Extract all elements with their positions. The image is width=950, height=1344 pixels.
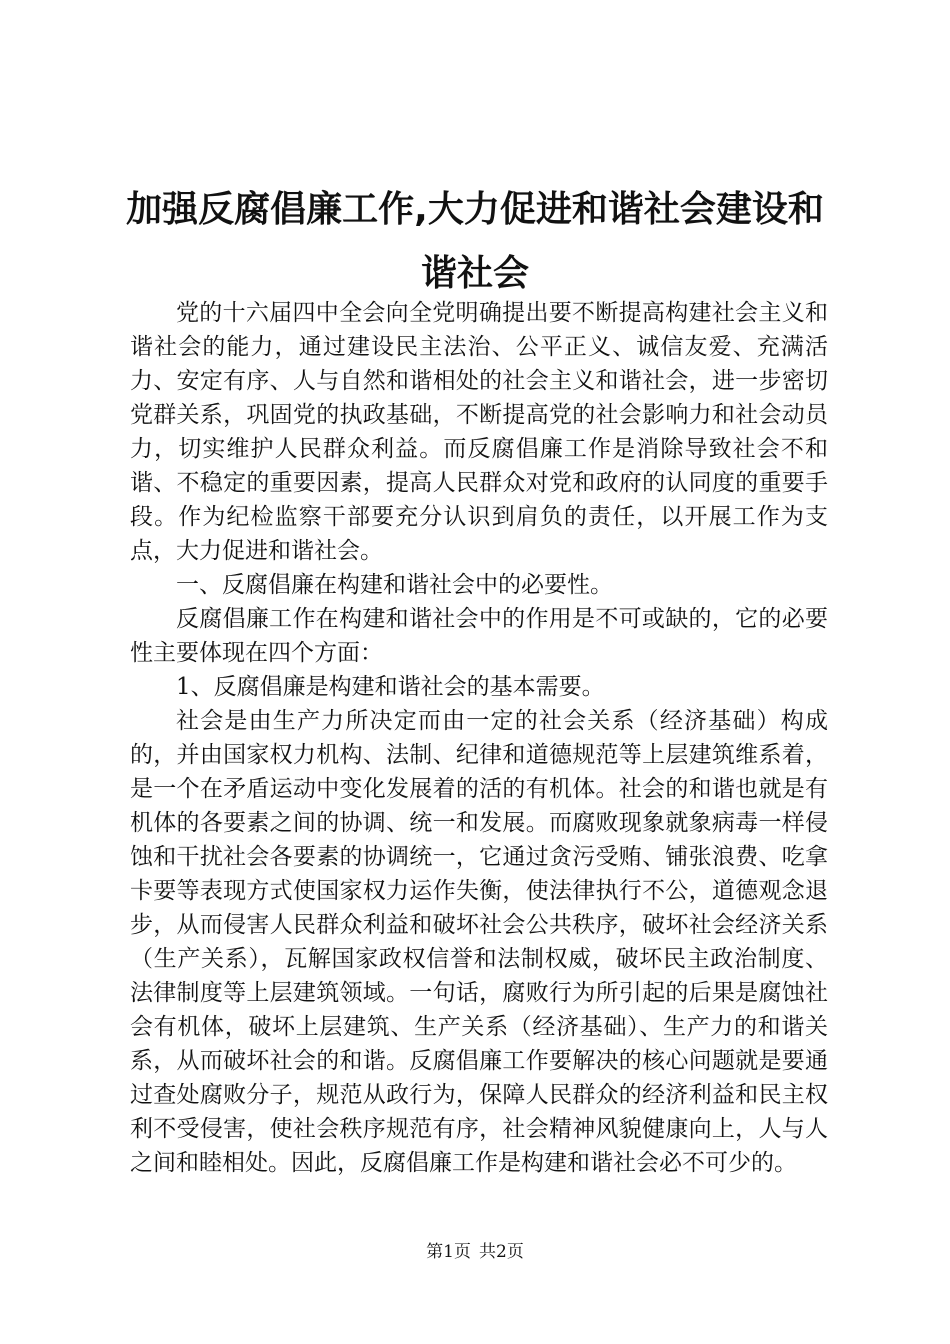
paragraph-intro: 党的十六届四中全会向全党明确提出要不断提高构建社会主义和谐社会的能力，通过建设民主法治、公平正义、诚信友爱、充满活力、安定有序、人与自然和谐相处的社会主义和谐社会，进一步密切党群关系，巩固党的执政基础，不断提高党的社会影响力和社会动员力，切实维护人民群众利益。而反腐倡廉工作是消除导致社会不和谐、不稳定的重要因素，提高人民群众对党和政府的认同度的重要手段。作为纪检监察干部要充分认识到肩负的责任，以开展工作为支点，大力促进和谐社会。 [130,300,828,564]
page-number-current: 第1页 [426,1242,471,1262]
paragraph-necessity: 反腐倡廉工作在构建和谐社会中的作用是不可或缺的，它的必要性主要体现在四个方面： [130,606,828,666]
document-body [130,296,828,1180]
document-title: 加强反腐倡廉工作,大力促进和谐社会建设和谐社会 [126,189,824,294]
page-number-total: 共2页 [479,1242,524,1262]
paragraph-body: 社会是由生产力所决定而由一定的社会关系（经济基础）构成的，并由国家权力机构、法制、纪律和道德规范等上层建筑维系着，是一个在矛盾运动中变化发展着的活的有机体。社会的和谐也就是有机体的各要素之间的协调、统一和发展。而腐败现象就象病毒一样侵蚀和干扰社会各要素的协调统一，它通过贪污受贿、铺张浪费、吃拿卡要等表现方式使国家权力运作失衡，使法律执行不公，道德观念退步，从而侵害人民群众利益和破坏社会公共秩序，破坏社会经济关系（生产关系），瓦解国家政权信誉和法制权威，破坏民主政治制度、法律制度等上层建筑领域。一句话，腐败行为所引起的后果是腐蚀社会有机体，破坏上层建筑、生产关系（经济基础）、生产力的和谐关系，从而破坏社会的和谐。反腐倡廉工作要解决的核心问题就是要通过查处腐败分子，规范从政行为，保障人民群众的经济利益和民主权利不受侵害，使社会秩序规范有序，社会精神风貌健康向上，人与人之间和睦相处。因此，反腐倡廉工作是构建和谐社会必不可少的。 [130,708,828,1176]
section-heading-1: 一、反腐倡廉在构建和谐社会中的必要性。 [176,572,613,598]
page-footer [0,1241,950,1263]
subsection-heading-1: 1、反腐倡廉是构建和谐社会的基本需要。 [176,674,605,700]
